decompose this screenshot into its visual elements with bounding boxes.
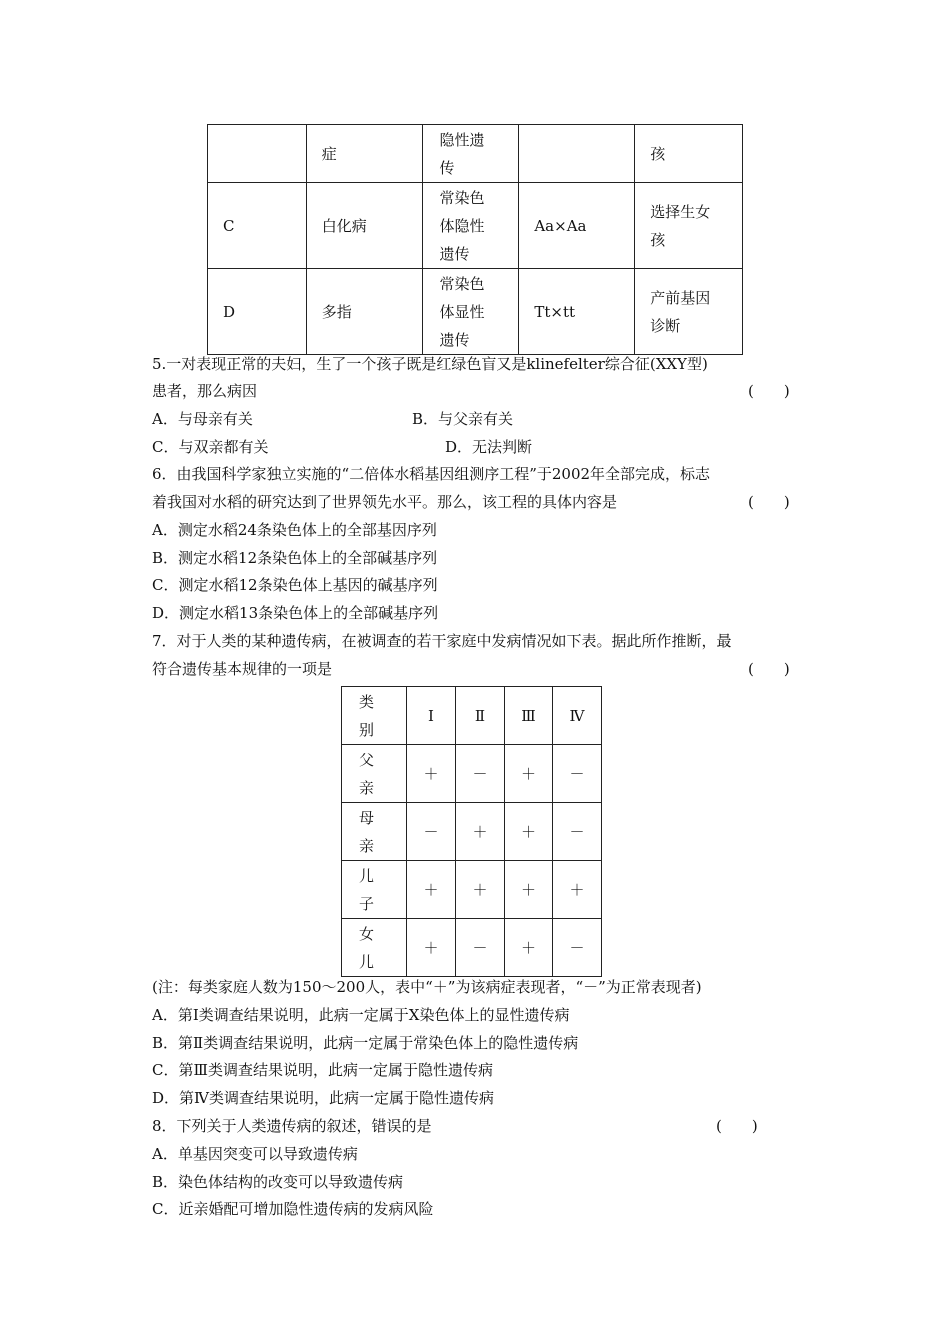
table-cell: ＋: [505, 803, 553, 861]
table-cell: [422, 183, 519, 269]
table-cell: C: [208, 183, 307, 269]
cell-line: 选择生女: [650, 202, 711, 221]
table-row: [342, 803, 602, 861]
table-cell: －: [456, 745, 505, 803]
table-row: [342, 919, 602, 977]
q5-option-b: B．与父亲有关: [412, 410, 514, 428]
cell-line: 体隐性: [439, 216, 485, 235]
table-cell: [635, 269, 743, 355]
table-cell: [342, 919, 407, 977]
table-header-row: [342, 687, 602, 745]
q7-option-b: B．第Ⅱ类调查结果说明，此病一定属于常染色体上的隐性遗传病: [152, 1034, 579, 1052]
table-cell: －: [456, 919, 505, 977]
cell-line: 孩: [650, 144, 666, 163]
cell-line: 类: [359, 692, 375, 711]
q8-option-c: C．近亲婚配可增加隐性遗传病的发病风险: [152, 1200, 434, 1218]
cell-line: 亲: [359, 836, 375, 855]
q5-stem-line2: 患者，那么病因: [152, 382, 258, 400]
table-cell: ＋: [456, 861, 505, 919]
q5-option-c: C．与双亲都有关: [152, 438, 269, 456]
survey-table: [341, 686, 602, 977]
table-cell: [519, 125, 635, 183]
table-cell: Tt×tt: [519, 269, 635, 355]
table-cell: －: [553, 803, 602, 861]
cell-line: 亲: [359, 778, 375, 797]
table-cell: 症: [306, 125, 422, 183]
table-cell: [342, 861, 407, 919]
table-cell: [422, 269, 519, 355]
table-cell: [342, 803, 407, 861]
table-cell: ＋: [505, 919, 553, 977]
table-cell: [208, 125, 307, 183]
cell-line: 女: [359, 924, 375, 943]
table-cell: 多指: [306, 269, 422, 355]
q6-option-a: A．测定水稻24条染色体上的全部基因序列: [152, 521, 437, 539]
q7-stem-line2: 符合遗传基本规律的一项是: [152, 660, 333, 678]
cell-line: 常染色: [439, 274, 485, 293]
table-row: [208, 269, 743, 355]
cell-line: 儿: [359, 952, 375, 971]
cell-line: 父: [359, 750, 375, 769]
cell-line: 母: [359, 808, 375, 827]
table-row: [208, 125, 743, 183]
table-cell: ＋: [407, 919, 456, 977]
table-cell: ＋: [505, 861, 553, 919]
cell-line: 子: [359, 894, 375, 913]
table-header-cell: Ⅰ: [407, 687, 456, 745]
table-row: [342, 745, 602, 803]
q6-option-b: B．测定水稻12条染色体上的全部碱基序列: [152, 549, 438, 567]
q6-option-d: D．测定水稻13条染色体上的全部碱基序列: [152, 604, 439, 622]
cell-line: 常染色: [439, 188, 485, 207]
disease-table: [207, 124, 743, 355]
q8-option-b: B．染色体结构的改变可以导致遗传病: [152, 1173, 404, 1191]
table-header-cell: Ⅲ: [505, 687, 553, 745]
q5-option-a: A．与母亲有关: [152, 410, 253, 428]
table-cell: Aa×Aa: [519, 183, 635, 269]
q5-stem-line1: 5.一对表现正常的夫妇，生了一个孩子既是红绿色盲又是klinefelter综合征(XXY型): [152, 355, 708, 373]
q8-option-a: A．单基因突变可以导致遗传病: [152, 1145, 358, 1163]
table-row: [208, 183, 743, 269]
q7-option-c: C．第Ⅲ类调查结果说明，此病一定属于隐性遗传病: [152, 1061, 493, 1079]
table-cell: ＋: [553, 861, 602, 919]
table-header-cell: [342, 687, 407, 745]
table-row: [342, 861, 602, 919]
cell-line: 诊断: [650, 316, 681, 335]
table-cell: ＋: [505, 745, 553, 803]
q7-option-d: D．第Ⅳ类调查结果说明，此病一定属于隐性遗传病: [152, 1089, 495, 1107]
cell-line: 遗传: [439, 244, 470, 263]
q6-answer-blank: ( ): [748, 493, 790, 511]
q7-stem-line1: 7．对于人类的某种遗传病，在被调查的若干家庭中发病情况如下表。据此所作推断，最: [152, 632, 732, 650]
table-cell: D: [208, 269, 307, 355]
table-cell: －: [553, 745, 602, 803]
table-cell: 白化病: [306, 183, 422, 269]
q6-stem-line1: 6．由我国科学家独立实施的“二倍体水稻基因组测序工程”于2002年全部完成，标志: [152, 465, 711, 483]
table-cell: ＋: [407, 861, 456, 919]
cell-line: 产前基因: [650, 288, 711, 307]
cell-line: 体显性: [439, 302, 485, 321]
table-header-cell: Ⅱ: [456, 687, 505, 745]
q8-stem: 8．下列关于人类遗传病的叙述，错误的是: [152, 1117, 432, 1135]
cell-line: 别: [359, 720, 375, 739]
q7-option-a: A．第Ⅰ类调查结果说明，此病一定属于X染色体上的显性遗传病: [152, 1006, 570, 1024]
table-cell: ＋: [456, 803, 505, 861]
table-cell: －: [553, 919, 602, 977]
q8-answer-blank: ( ): [716, 1117, 758, 1135]
q5-option-d: D．无法判断: [445, 438, 533, 456]
cell-line: 隐性遗: [439, 130, 485, 149]
cell-line: 遗传: [439, 330, 470, 349]
table-header-cell: Ⅳ: [553, 687, 602, 745]
q5-answer-blank: ( ): [748, 382, 790, 400]
q7-note: (注：每类家庭人数为150～200人，表中“＋”为该病症表现者，“－”为正常表现者): [152, 978, 702, 996]
table-cell: ＋: [407, 745, 456, 803]
table-cell: [422, 125, 519, 183]
table-cell: [635, 183, 743, 269]
q6-stem-line2: 着我国对水稻的研究达到了世界领先水平。那么，该工程的具体内容是: [152, 493, 618, 511]
cell-line: 孩: [650, 230, 666, 249]
q7-answer-blank: ( ): [748, 660, 790, 678]
cell-line: 儿: [359, 866, 375, 885]
cell-line: 传: [439, 158, 455, 177]
table-cell: [342, 745, 407, 803]
table-cell: －: [407, 803, 456, 861]
table-cell: [635, 125, 743, 183]
q6-option-c: C．测定水稻12条染色体上基因的碱基序列: [152, 576, 438, 594]
